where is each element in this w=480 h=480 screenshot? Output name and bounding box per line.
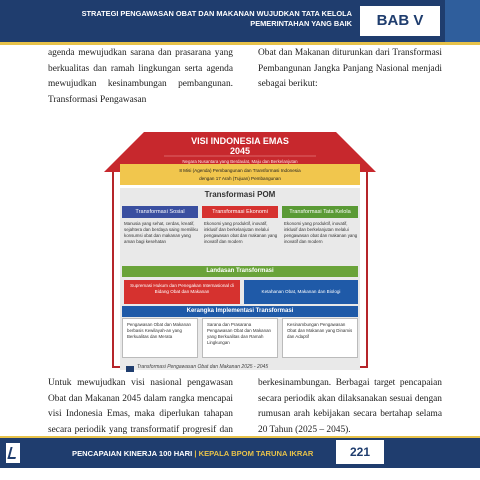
kerangka-band: Kerangka Implementasi Transformasi [122,306,358,317]
misi-line1: 8 Misi (Agenda) Pembangunan dan Transformasi Indonesia [179,168,301,173]
misi-line2: dengan 17 Arah (Tujuan) Pembangunan [199,175,281,181]
page-number: 221 [336,440,384,464]
landasan-band: Landasan Transformasi [122,266,358,277]
implementasi-item-3: Kesinambungan Pengawasan Obat dan Makanan yang Dinamis dan Adaptif [282,318,358,358]
landasan-ketahanan: Ketahanan Obat, Makanan dan Biologi [244,280,358,304]
vision-subtitle: Negara Nusantara yang Berdaulat, Maju dan Berkelanjutan [182,159,298,164]
landasan-hukum: Supremasi Hukum dan Penegakan Internasional di Bidang Obat dan Makanan [124,280,240,304]
vision-title-line1: VISI INDONESIA EMAS [191,136,289,146]
col-head-ekonomi: Transformasi Ekonomi [202,206,278,218]
header-divider [0,42,480,45]
footer-text-main: PENCAPAIAN KINERJA 100 HARI [72,449,193,458]
figure-caption: Transformasi Pengawasan Obat dan Makanan 2025 - 2045 [137,364,269,370]
chapter-badge: BAB V [360,6,440,36]
caption-icon [126,366,134,372]
col-text-tata-kelola: Ekonomi yang produktif, inovatif, inklusif dan berkelanjutan melalui pengawasan obat dan makanan yang inovatif dan modern [284,221,358,244]
vision-title [164,136,316,156]
transformation-house-diagram [104,128,376,370]
col-text-sosial: Manusia yang sehat, cerdas, kreatif, sejahtera dan berdaya saing memiliku konsumsi obat dan makanan yang aman bagi kesehatan [124,221,198,244]
running-title: STRATEGI PENGAWASAN OBAT DAN MAKANAN WUJUDKAN TATA KELOLA PEMERINTAHAN YANG BAIK [81,9,352,28]
paragraph-bottom-right: berkesinambungan. Berbagai target pencapaian secara periodik akan dilaksanakan sesuai dengan rumusan arah kebijakan secara bertahap selama 20 Tahun (2025 – 2045). [258,378,442,435]
implementasi-item-1: Pengawasan Obat dan Makanan berbasis Kewilayah-an yang Berkualitas dan Merata [122,318,198,358]
vision-title-line2: 2045 [229,146,251,156]
col-head-sosial: Transformasi Sosial [122,206,198,218]
header-decoration [445,0,480,42]
implementasi-item-2: Sarana dan Prasarana Pengawasan Obat dan Makanan yang Berkualitas dan Ramah Lingkungan [202,318,278,358]
paragraph-bottom-left: Untuk mewujudkan visi nasional pengawasan Obat dan Makanan 2045 dalam rangka mencapai visi Indonesia Emas, maka diperlukan tahapan secara periodik yang transformatif progresif dan [48,378,233,435]
col-head-tata-kelola: Transformasi Tata Kelola [282,206,358,218]
paragraph-top-left: agenda mewujudkan sarana dan prasarana yang berkualitas dan ramah lingkungan serta agenda mewujudkan kesinambungan pembangunan. Transformasi Pengawasan [48,48,233,105]
paragraph-top-right: Obat dan Makanan diturunkan dari Transformasi Pembangunan Jangka Panjang Nasional menjadi sebagai berikut: [258,48,442,89]
col-text-ekonomi: Ekonomi yang produktif, inovatif, inklusif dan berkelanjutan melalui pengawasan obat dan makanan yang inovatif dan modern [204,221,278,244]
misi-banner [120,164,360,185]
pom-title: Transformasi POM [204,190,276,199]
footer-text [72,449,313,458]
footer-text-accent: | KEPALA BPOM TARUNA IKRAR [194,449,314,458]
